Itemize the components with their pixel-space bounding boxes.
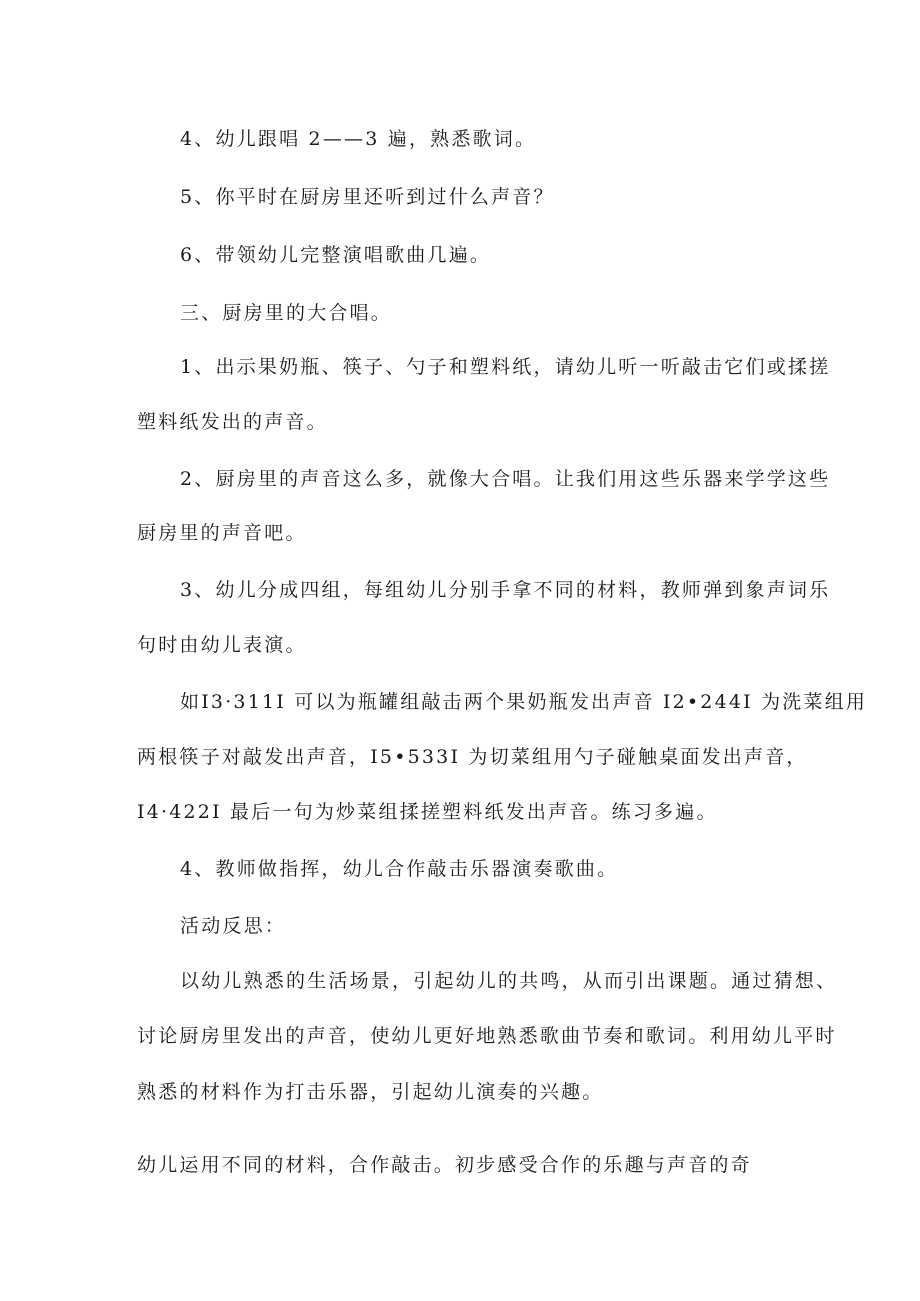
text-line: 6、带领幼儿完整演唱歌曲几遍。 (180, 244, 492, 266)
section-heading: 活动反思： (180, 915, 287, 937)
text-line: 讨论厨房里发出的声音，使幼儿更好地熟悉歌曲节奏和歌词。利用幼儿平时 (137, 1025, 837, 1047)
text-line: 厨房里的声音吧。 (137, 522, 307, 544)
text-line: 2、厨房里的声音这么多，就像大合唱。让我们用这些乐器来学学这些 (180, 468, 831, 490)
text-line: 1、出示果奶瓶、筷子、勺子和塑料纸，请幼儿听一听敲击它们或揉搓 (180, 356, 831, 378)
text-line: 5、你平时在厨房里还听到过什么声音？ (180, 186, 555, 208)
text-line: 熟悉的材料作为打击乐器，引起幼儿演奏的兴趣。 (137, 1081, 604, 1103)
text-line: 3、幼儿分成四组，每组幼儿分别手拿不同的材料，教师弹到象声词乐 (180, 579, 831, 601)
text-line: 塑料纸发出的声音。 (137, 411, 328, 433)
text-line: I4·422I 最后一句为炒菜组揉搓塑料纸发出声音。练习多遍。 (137, 801, 718, 823)
text-line: 句时由幼儿表演。 (137, 634, 307, 656)
text-line: 如I3·311I 可以为瓶罐组敲击两个果奶瓶发出声音 I2•244I 为洗菜组用 (180, 691, 868, 713)
section-heading: 三、厨房里的大合唱。 (180, 302, 393, 324)
text-line: 4、幼儿跟唱 2——3 遍，熟悉歌词。 (180, 128, 537, 150)
text-line: 4、教师做指挥，幼儿合作敲击乐器演奏歌曲。 (180, 858, 619, 880)
text-line: 两根筷子对敲发出声音，I5•533I 为切菜组用勺子碰触桌面发出声音， (137, 746, 808, 768)
text-line: 以幼儿熟悉的生活场景，引起幼儿的共鸣，从而引出课题。通过猜想、 (180, 970, 838, 992)
text-line: 幼儿运用不同的材料，合作敲击。初步感受合作的乐趣与声音的奇 (137, 1154, 752, 1176)
